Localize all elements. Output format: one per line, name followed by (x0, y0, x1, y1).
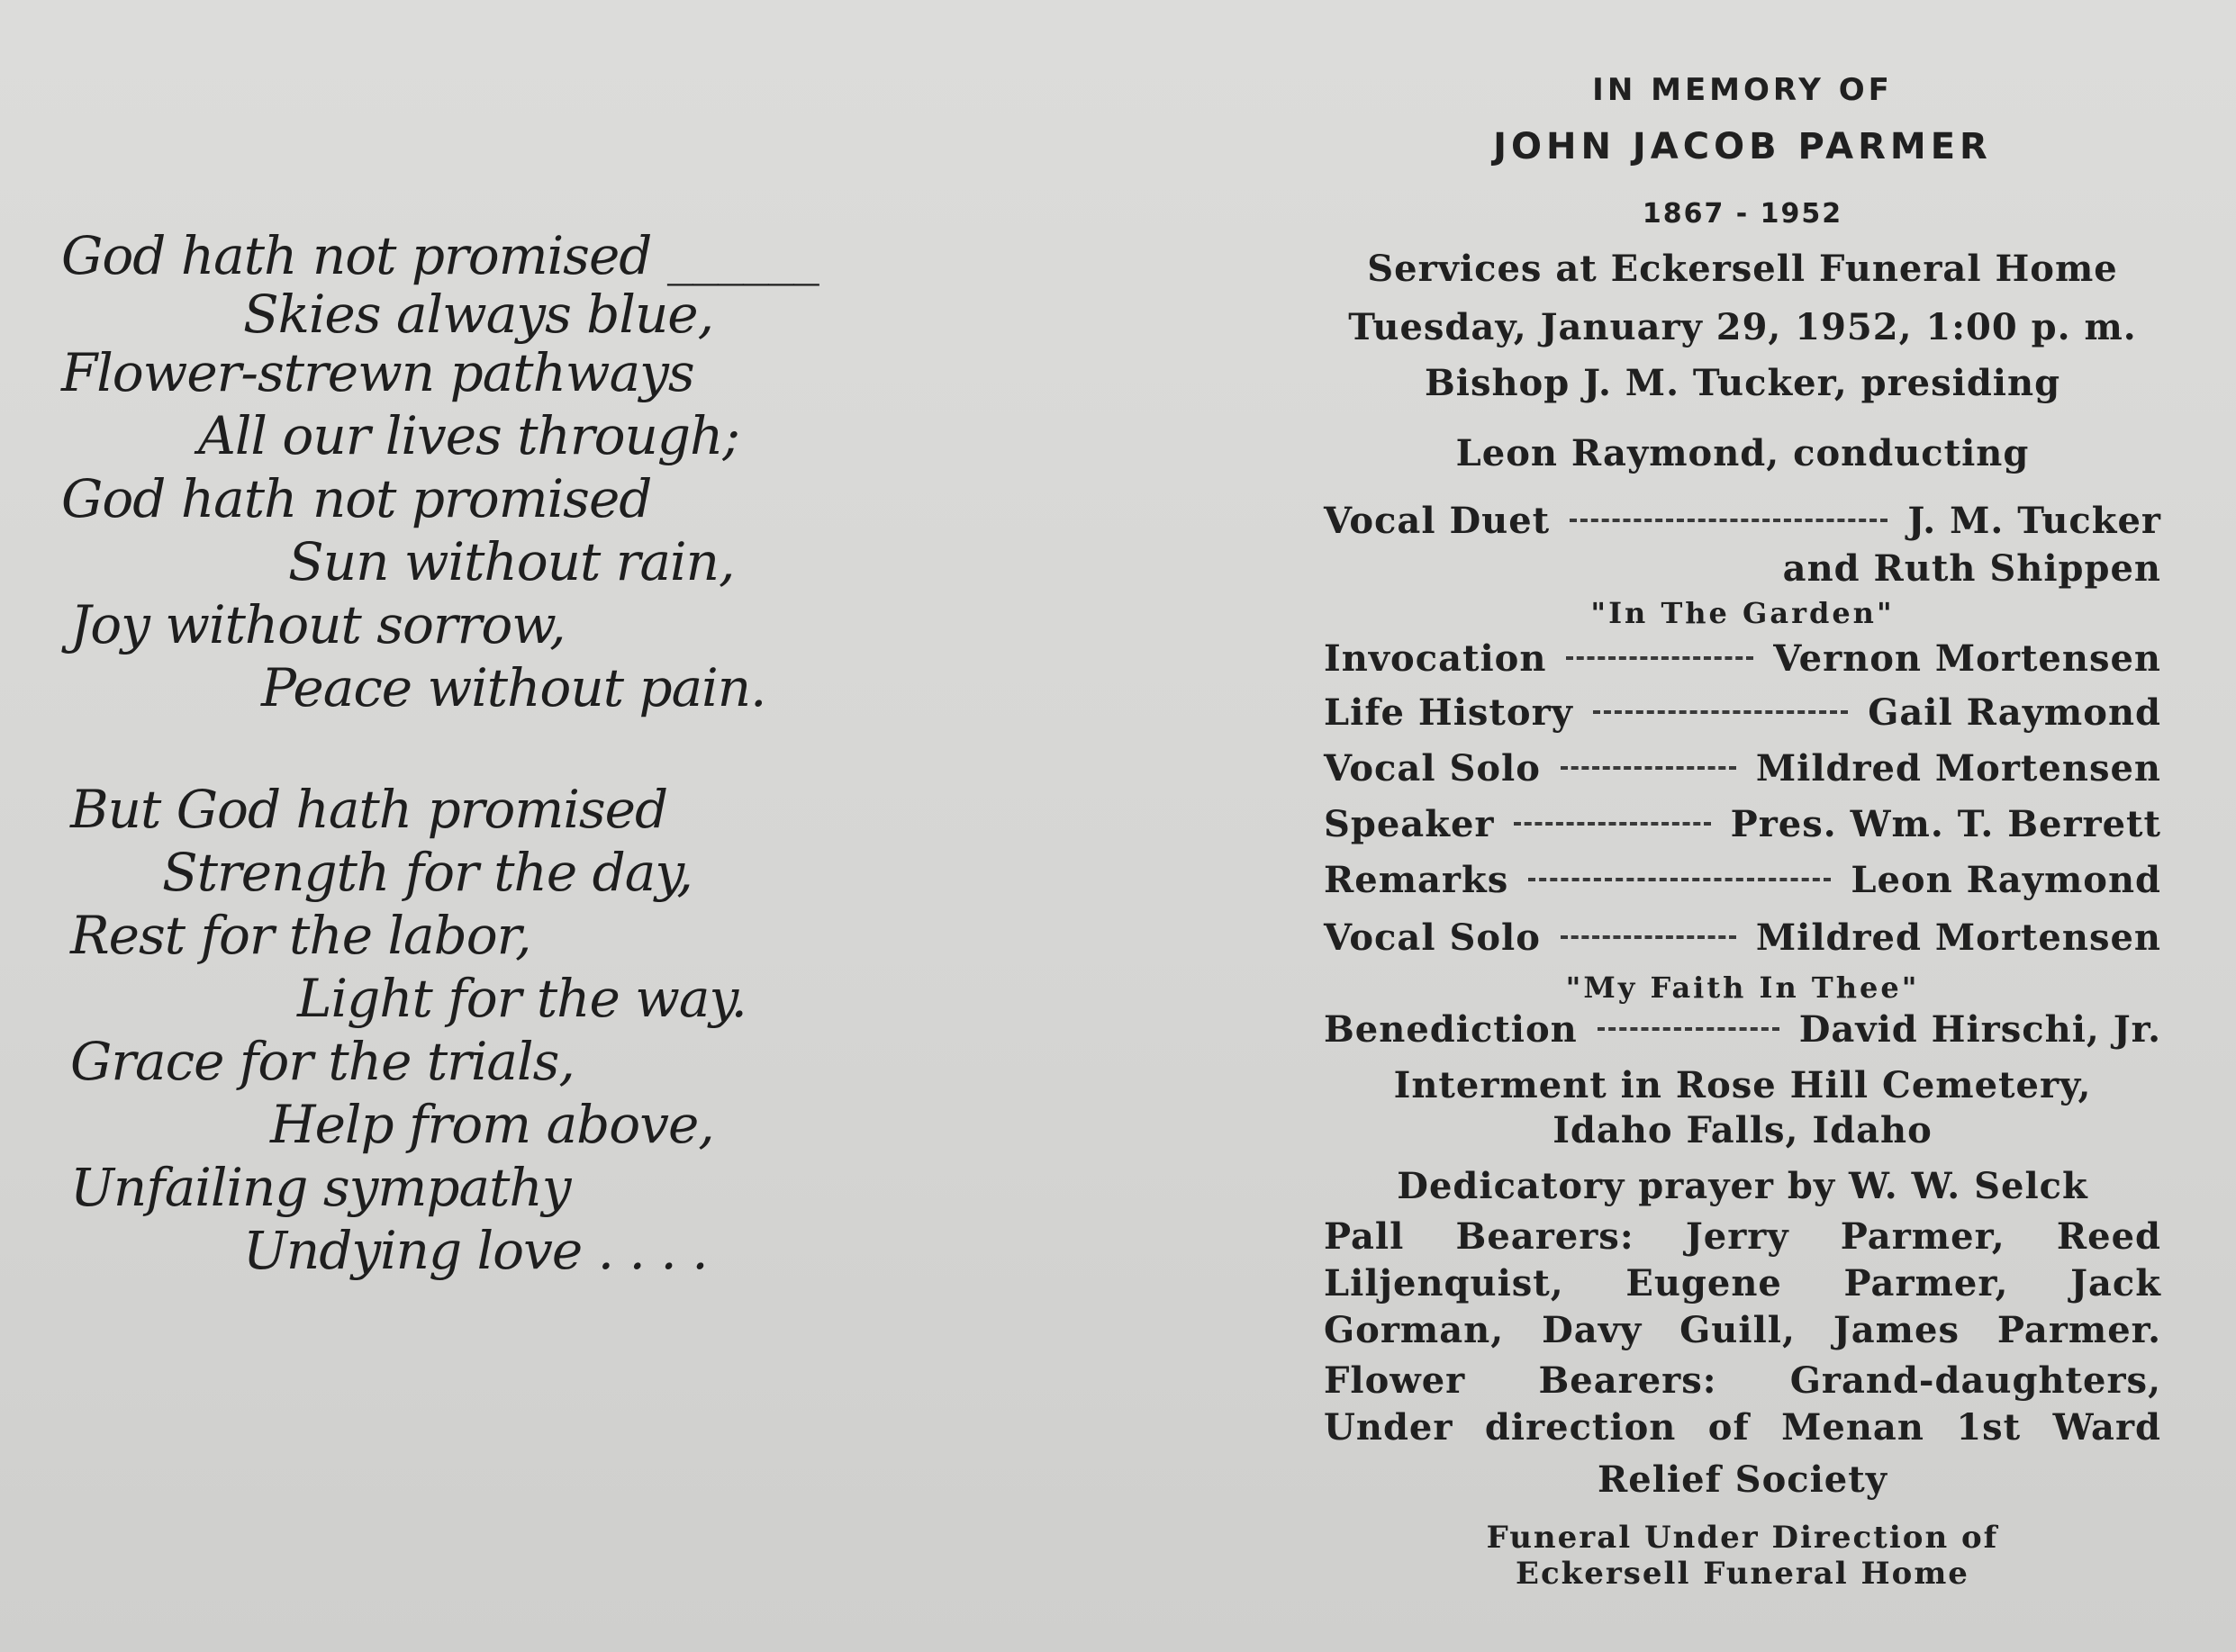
poem-line: Sun without rain, (288, 531, 735, 592)
poem-line: Strength for the day, (162, 842, 693, 903)
poem-line: Unfailing sympathy (70, 1157, 571, 1218)
services-date: Tuesday, January 29, 1952, 1:00 p. m. (1348, 306, 2137, 348)
poem-line: Skies always blue, (243, 284, 714, 345)
song-title: "My Faith In Thee" (1565, 970, 1920, 1005)
program-item-value: Pres. Wm. T. Berrett (1730, 803, 2161, 845)
program-item (1324, 916, 2161, 958)
program-item-value: Leon Raymond (1851, 859, 2161, 901)
poem-line: Grace for the trials, (70, 1031, 575, 1092)
program-item-label: Speaker (1324, 803, 1495, 845)
poem-line: God hath not promised (61, 468, 652, 529)
interment: Interment in Rose Hill Cemetery, (1393, 1064, 2092, 1106)
funeral-director-line: Funeral Under Direction of (1486, 1520, 1999, 1556)
pall-bearers (1324, 1214, 2161, 1354)
flower-bearers (1324, 1358, 2161, 1451)
program-item-value: Mildred Mortensen (1755, 916, 2161, 959)
program-item-value: Gail Raymond (1868, 691, 2161, 734)
conducting: Leon Raymond, conducting (1455, 432, 2030, 474)
funeral-home-name: Eckersell Funeral Home (1516, 1556, 1969, 1592)
deceased-name: JOHN JACOB PARMER (1493, 126, 1992, 167)
poem-line: God hath not promised ______ (61, 225, 819, 286)
leader-dashes (1528, 878, 1831, 881)
leader-dashes (1566, 656, 1753, 660)
program-item (1324, 859, 2161, 900)
program-item-value: Vernon Mortensen (1773, 637, 2161, 680)
program-item-label: Vocal Solo (1324, 916, 1541, 959)
flower-bearers-line: Flower Bearers: Grand-daughters, (1324, 1359, 2161, 1402)
program-item-value: David Hirschi, Jr. (1798, 1008, 2161, 1051)
leader-dashes (1561, 766, 1736, 770)
poem-line: All our lives through; (198, 405, 739, 466)
program-item-label: Invocation (1324, 637, 1547, 680)
program-item (1324, 803, 2161, 844)
program-item (1324, 637, 2161, 679)
program-item (1324, 500, 2161, 541)
poem-line: But God hath promised (70, 779, 668, 840)
program-item-continuation (1324, 547, 2161, 589)
leader-dashes (1593, 710, 1848, 714)
program-item-label: Vocal Solo (1324, 747, 1541, 790)
song-title: "In The Garden" (1590, 596, 1895, 630)
program-item-label: Benediction (1324, 1008, 1578, 1051)
program-item-value: J. M. Tucker (1907, 500, 2161, 542)
program-item-label: Remarks (1324, 859, 1509, 901)
program-item (1324, 747, 2161, 789)
poem-line: Rest for the labor, (70, 905, 531, 966)
program-item-value: Mildred Mortensen (1755, 747, 2161, 790)
services-location: Services at Eckersell Funeral Home (1367, 248, 2118, 290)
pall-bearers-line: Liljenquist, Eugene Parmer, Jack (1324, 1262, 2161, 1304)
poem-line: Flower-strewn pathways (61, 342, 694, 403)
pall-bearers-line: Gorman, Davy Guill, James Parmer. (1324, 1309, 2161, 1351)
in-memory-heading: IN MEMORY OF (1592, 72, 1893, 108)
poem-line: Joy without sorrow, (70, 594, 566, 655)
program-item-label: Vocal Duet (1324, 500, 1551, 542)
leader-dashes (1561, 935, 1736, 939)
poem-line: Help from above, (270, 1094, 714, 1155)
leader-dashes (1570, 519, 1887, 522)
flower-bearers-line: Under direction of Menan 1st Ward (1324, 1406, 2161, 1449)
program-item-label: Life History (1324, 691, 1573, 734)
program-item (1324, 1008, 2161, 1050)
presiding: Bishop J. M. Tucker, presiding (1424, 362, 2061, 404)
interment-location: Idaho Falls, Idaho (1553, 1109, 1933, 1151)
leader-dashes (1598, 1027, 1779, 1031)
leader-dashes (1514, 822, 1710, 826)
program-item (1324, 691, 2161, 733)
pall-bearers-line: Pall Bearers: Jerry Parmer, Reed (1324, 1215, 2161, 1258)
life-years: 1867 - 1952 (1642, 198, 1843, 230)
relief-society: Relief Society (1598, 1458, 1887, 1501)
program-item-value: and Ruth Shippen (1782, 547, 2161, 590)
poem-line: Peace without pain. (261, 657, 766, 718)
poem-line: Undying love . . . . (243, 1220, 708, 1281)
dedicatory-prayer: Dedicatory prayer by W. W. Selck (1397, 1165, 2088, 1207)
poem-line: Light for the way. (297, 968, 747, 1029)
